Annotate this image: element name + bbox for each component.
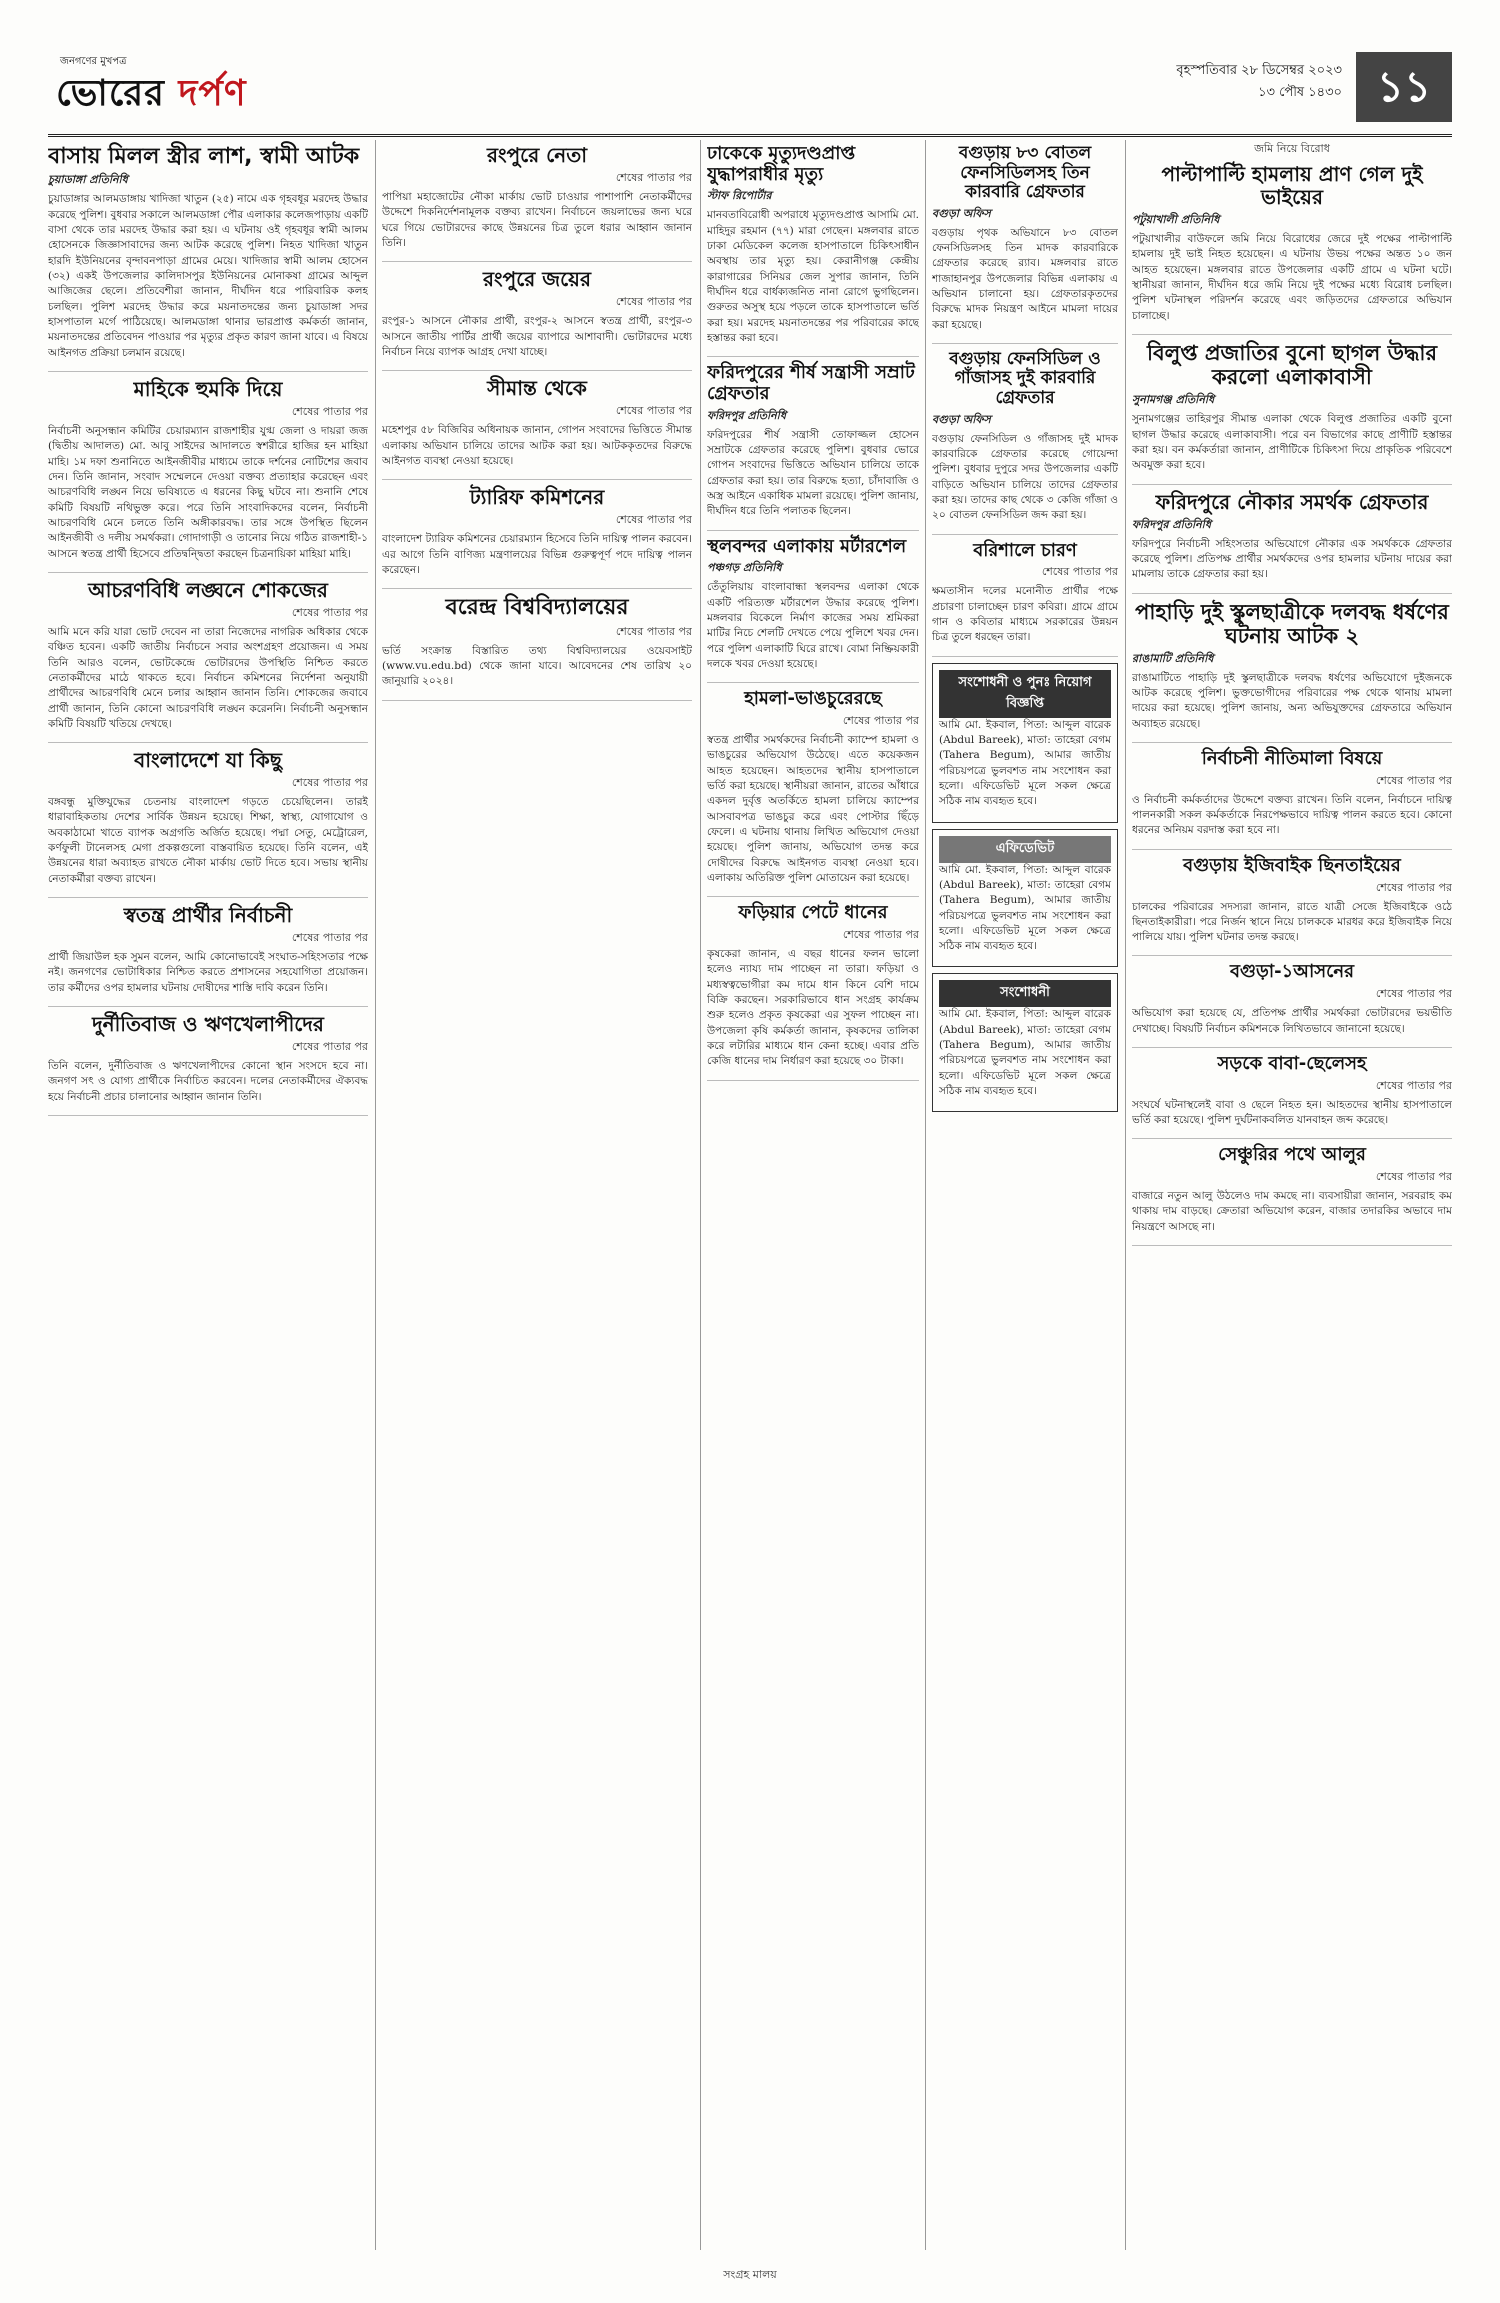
tagline: জনগণের মুখপত্র bbox=[60, 56, 127, 67]
headline: বরেন্দ্র বিশ্ববিদ্যালয়ের bbox=[445, 595, 629, 621]
headline: বগুড়া-১আসনের bbox=[1230, 961, 1354, 983]
story-body: ও নির্বাচনী কর্মকর্তাদের উদ্দেশে বক্তব্য রাখেন। তিনি বলেন, নির্বাচনে দায়িত্ব পালনকারী সকল কর্মকর্তাকে নিরপেক্ষভাবে দায়িত্ব পালন করতে হবে। কোনো ধরনের অনিয়ম বরদাস্ত করা হবে না। bbox=[1132, 793, 1452, 837]
ad-title: সংশোধনী ও পুনঃ নিয়োগ বিজ্ঞপ্তি bbox=[939, 670, 1111, 718]
story-body: আমি মনে করি যারা ভোট দেবেন না তারা নিজেদের নাগরিক অধিকার থেকে বঞ্চিত হবেন। একটি জাতীয় নির্বাচনে সবার অংশগ্রহণ প্রয়োজন। এ সময় তিনি আরও বলেন, ভোটকেন্দ্রে ভোটারদের উপস্থিতি নিশ্চিত করতে নেতাকর্মীদের মাঠে থাকতে হবে। নির্বাচন কমিশনের নির্দেশনা অনুযায়ী প্রার্থীদের আচরণবিধি মেনে চলার আহ্বান জানান তিনি। শোকজের জবাবে প্রার্থী জানান, তিনি কোনো আচরণবিধি লঙ্ঘন করেননি। নির্বাচনী অনুসন্ধান কমিটি বিষয়টি খতিয়ে দেখছে। bbox=[48, 625, 368, 730]
headline: ফরিদপুরে নৌকার সমর্থক গ্রেফতার bbox=[1155, 489, 1429, 514]
story-body: সংঘর্ষে ঘটনাস্থলেই বাবা ও ছেলে নিহত হন। আহতদের স্থানীয় হাসপাতালে ভর্তি করা হয়েছে। পুলিশ দুর্ঘটনাকবলিত যানবাহন জব্দ করেছে। bbox=[1132, 1098, 1452, 1126]
story bbox=[1132, 1145, 1452, 1246]
headline: বরিশালে চারণ bbox=[973, 539, 1077, 561]
headline: সীমান্ত থেকে bbox=[487, 376, 587, 401]
headline: ঢাকেকে মৃত্যুদণ্ডপ্রাপ্ত যুদ্ধাপরাধীর মৃত্যু bbox=[707, 143, 856, 185]
column-1 bbox=[48, 140, 368, 2250]
logo-part1: ভোরের bbox=[56, 73, 165, 114]
kicker: শেষের পাতার পর bbox=[842, 714, 919, 728]
headline: মাহিকে হুমকি দিয়ে bbox=[133, 376, 283, 401]
headline: বাংলাদেশে যা কিছু bbox=[134, 748, 282, 773]
story bbox=[382, 595, 692, 700]
story bbox=[382, 377, 692, 480]
byline: ফরিদপুর প্রতিনিধি bbox=[1132, 517, 1211, 531]
byline: বগুড়া অফিস bbox=[932, 206, 991, 220]
story-body: তিনি বলেন, দুর্নীতিবাজ ও ঋণখেলাপীদের কোনো স্থান সংসদে হবে না। জনগণ সৎ ও যোগ্য প্রার্থীকে নির্বাচিত করবেন। দলের নেতাকর্মীদের ঐক্যবদ্ধ হয়ে নির্বাচনী প্রচার চালানোর আহ্বান জানান তিনি। bbox=[48, 1060, 368, 1103]
kicker: শেষের পাতার পর bbox=[615, 513, 692, 527]
story-body: ক্ষমতাসীন দলের মনোনীত প্রার্থীর পক্ষে প্রচারণা চালাচ্ছেন চারণ কবিরা। গ্রামে গ্রামে গান ও কবিতার মাধ্যমে সরকারের উন্নয়ন চিত্র তুলে ধরছেন তারা। bbox=[932, 585, 1118, 644]
kicker: শেষের পাতার পর bbox=[1041, 565, 1118, 579]
kicker: শেষের পাতার পর bbox=[615, 295, 692, 309]
headline: পাল্টাপাল্টি হামলায় প্রাণ গেল দুই ভাইয়ের bbox=[1161, 162, 1423, 209]
story bbox=[48, 1013, 368, 1116]
story bbox=[1132, 341, 1452, 485]
story-body: ফরিদপুরের শীর্ষ সন্ত্রাসী তোফাজ্জল হোসেন সম্রাটকে গ্রেফতার করেছে পুলিশ। বুধবার ভোরে গোপন সংবাদের ভিত্তিতে অভিযান চালিয়ে তাকে গ্রেফতার করা হয়। তার বিরুদ্ধে হত্যা, চাঁদাবাজি ও অস্ত্র আইনে একাধিক মামলা রয়েছে। পুলিশ জানায়, দীর্ঘদিন ধরে তিনি পলাতক ছিলেন। bbox=[707, 428, 919, 518]
footer-credit: সংগ্রহ মালয় bbox=[723, 2268, 777, 2281]
byline: বগুড়া অফিস bbox=[932, 412, 991, 426]
story-body: প্রার্থী জিয়াউল হক সুমন বলেন, আমি কোনোভাবেই সংঘাত-সহিংসতার পক্ষে নই। জনগণের ভোটাধিকার নিশ্চিত করতে প্রশাসনের সহযোগিতা প্রয়োজন। তার কর্মীদের ওপর হামলার ঘটনায় দোষীদের শাস্তি দাবি করেন তিনি। bbox=[48, 951, 368, 994]
masthead bbox=[48, 52, 1452, 137]
ad-text: আমি মো. ইকবাল, পিতা: আব্দুল বারেক (Abdul Bareek), মাতা: তাহেরা বেগম (Tahera Begum), আমার জাতীয় পরিচয়পত্রে ভুলবশত নাম সংশোধন করা হলো। এফিডেভিট মূলে সকল ক্ষেত্রে সঠিক নাম ব্যবহৃত হবে। bbox=[939, 718, 1111, 808]
story-body: রংপুর-১ আসনে নৌকার প্রার্থী, রংপুর-২ আসনে স্বতন্ত্র প্রার্থী, রংপুর-৩ আসনে জাতীয় পার্টির প্রার্থী জয়ের ব্যাপারে আশাবাদী। ভোটারদের মধ্যে নির্বাচন নিয়ে ব্যাপক আগ্রহ দেখা যাচ্ছে। bbox=[382, 315, 692, 358]
headline: ফরিদপুরের শীর্ষ সন্ত্রাসী সম্রাট গ্রেফতার bbox=[707, 362, 915, 405]
byline: ফরিদপুর প্রতিনিধি bbox=[707, 408, 786, 422]
ad-text: আমি মো. ইকবাল, পিতা: আব্দুল বারেক (Abdul Bareek), মাতা: তাহেরা বেগম (Tahera Begum), আমার জাতীয় পরিচয়পত্রে ভুলবশত নাম সংশোধন করা হলো। এফিডেভিট মূলে সকল ক্ষেত্রে সঠিক নাম ব্যবহৃত হবে। bbox=[939, 863, 1111, 953]
story-body: কৃষকেরা জানান, এ বছর ধানের ফলন ভালো হলেও ন্যায্য দাম পাচ্ছেন না তারা। ফড়িয়া ও মধ্যস্বত্বভোগীরা কম দামে ধান কিনে বেশি দামে বিক্রি করছেন। সরকারিভাবে ধান সংগ্রহ কার্যক্রম শুরু হলেও প্রকৃত কৃষকেরা এর সুফল পাচ্ছেন না। উপজেলা কৃষি কর্মকর্তা জানান, কৃষকদের তালিকা করে লটারির মাধ্যমে ধান কেনা হচ্ছে। এবার প্রতি কেজি ধানের দাম নির্ধারণ করা হয়েছে ৩০ টাকা। bbox=[707, 947, 919, 1068]
story bbox=[1132, 856, 1452, 957]
story bbox=[1132, 962, 1452, 1047]
kicker: জমি নিয়ে বিরোধ bbox=[1254, 142, 1330, 155]
column-3 bbox=[707, 140, 919, 2250]
story bbox=[1132, 600, 1452, 744]
story-body: অভিযোগ করা হয়েছে যে, প্রতিপক্ষ প্রার্থীর সমর্থকরা ভোটারদের ভয়ভীতি দেখাচ্ছে। বিষয়টি নির্বাচন কমিশনকে লিখিতভাবে জানানো হয়েছে। bbox=[1132, 1007, 1452, 1035]
headline: হামলা-ভাঙচুরেরছে bbox=[744, 688, 882, 710]
story-body: সুনামগঞ্জের তাহিরপুর সীমান্ত এলাকা থেকে বিলুপ্ত প্রজাতির একটি বুনো ছাগল উদ্ধার করেছে এলাকাবাসী। পরে বন বিভাগের কাছে প্রাণীটি হস্তান্তর করা হয়। বন কর্মকর্তারা জানান, প্রাণীটিকে চিকিৎসা দিয়ে প্রাকৃতিক পরিবেশে অবমুক্ত করা হবে। bbox=[1132, 413, 1452, 472]
story bbox=[48, 144, 368, 372]
kicker: শেষের পাতার পর bbox=[615, 171, 692, 184]
story-body: বাংলাদেশ ট্যারিফ কমিশনের চেয়ারম্যান হিসেবে তিনি দায়িত্ব পালন করবেন। এর আগে তিনি বাণিজ্য মন্ত্রণালয়ের বিভিন্ন গুরুত্বপূর্ণ পদে দায়িত্ব পালন করেছেন। bbox=[382, 533, 692, 576]
story-body: মানবতাবিরোধী অপরাধে মৃত্যুদণ্ডপ্রাপ্ত আসামি মো. মাহিদুর রহমান (৭৭) মারা গেছেন। মঙ্গলবার রাতে ঢাকা মেডিকেল কলেজ হাসপাতালে চিকিৎসাধীন অবস্থায় তার মৃত্যু হয়। কেরানীগঞ্জ কেন্দ্রীয় কারাগারের সিনিয়র জেল সুপার জানান, তিনি দীর্ঘদিন ধরে বার্ধক্যজনিত নানা রোগে ভুগছিলেন। গুরুতর অসুস্থ হয়ে পড়লে তাকে হাসপাতালে ভর্তি করা হয়। মরদেহ ময়নাতদন্তের পর পরিবারের কাছে হস্তান্তর করা হবে। bbox=[707, 209, 919, 344]
headline: বগুড়ায় ৮৩ বোতল ফেনসিডিলসহ তিন কারবারি গ্রেফতার bbox=[958, 143, 1092, 203]
story-body: ফরিদপুরে নির্বাচনী সহিংসতার অভিযোগে নৌকার এক সমর্থককে গ্রেফতার করেছে পুলিশ। প্রতিপক্ষ প্রার্থীর সমর্থকদের ওপর হামলার ঘটনায় দায়ের করা মামলায় তাকে গ্রেফতার করা হয়। bbox=[1132, 537, 1452, 581]
kicker: শেষের পাতার পর bbox=[1375, 1078, 1452, 1092]
story bbox=[382, 268, 692, 371]
byline: সুনামগঞ্জ প্রতিনিধি bbox=[1132, 393, 1215, 407]
headline: আচরণবিধি লঙ্ঘনে শোকজের bbox=[88, 577, 328, 602]
column-rule bbox=[375, 140, 376, 2250]
headline: রংপুরে নেতা bbox=[486, 143, 588, 167]
affidavit-box bbox=[932, 829, 1118, 968]
story bbox=[382, 486, 692, 589]
date-box bbox=[1176, 60, 1342, 104]
headline: বাসায় মিলল স্ত্রীর লাশ, স্বামী আটক bbox=[48, 144, 360, 169]
story-body: পাপিয়া মহাজোটের নৌকা মার্কায় ভোট চাওয়ার পাশাপাশি নেতাকর্মীদের উদ্দেশে দিকনির্দেশনামূলক বক্তব্য রাখেন। নির্বাচনে জয়লাভের জন্য ঘরে ঘরে গিয়ে ভোটারদের কাছে উন্নয়নের চিত্র তুলে ধরার আহ্বান জানান তিনি। bbox=[382, 191, 692, 249]
story-body: স্বতন্ত্র প্রার্থীর সমর্থকদের নির্বাচনী ক্যাম্পে হামলা ও ভাঙচুরের অভিযোগ উঠেছে। এতে কয়েকজন আহত হয়েছেন। আহতদের স্থানীয় হাসপাতালে ভর্তি করা হয়েছে। স্থানীয়রা জানান, রাতের আঁধারে একদল দুর্বৃত্ত অতর্কিতে হামলা চালিয়ে ক্যাম্পের আসবাবপত্র ভাঙচুর করে এবং পোস্টার ছিঁড়ে ফেলে। এ ঘটনায় থানায় লিখিত অভিযোগ দেওয়া হয়েছে। পুলিশ জানায়, অভিযোগ তদন্ত করে দোষীদের বিরুদ্ধে আইনগত ব্যবস্থা নেওয়া হবে। এলাকায় অতিরিক্ত পুলিশ মোতায়েন করা হয়েছে। bbox=[707, 734, 919, 884]
column-rule bbox=[1125, 140, 1126, 2250]
kicker: শেষের পাতার পর bbox=[291, 776, 368, 790]
story-body: ভর্তি সংক্রান্ত বিস্তারিত তথ্য বিশ্ববিদ্যালয়ের ওয়েবসাইট (www.vu.edu.bd) থেকে জানা যাবে। আবেদনের শেষ তারিখ ২০ জানুয়ারি ২০২৪। bbox=[382, 644, 692, 688]
headline: দুর্নীতিবাজ ও ঋণখেলাপীদের bbox=[92, 1012, 324, 1037]
story bbox=[1132, 491, 1452, 594]
story bbox=[707, 903, 919, 1080]
story-body: বঙ্গবন্ধু মুক্তিযুদ্ধের চেতনায় বাংলাদেশ গড়তে চেয়েছিলেন। তারই ধারাবাহিকতায় দেশের সার্বিক উন্নয়ন হয়েছে। শিক্ষা, স্বাস্থ্য, যোগাযোগ ও অবকাঠামো খাতে ব্যাপক অগ্রগতি অর্জিত হয়েছে। পদ্মা সেতু, মেট্রোরেল, কর্ণফুলী টানেলসহ মেগা প্রকল্পগুলো বাস্তবায়িত হয়েছে। তিনি বলেন, এই উন্নয়নের ধারা অব্যাহত রাখতে নৌকা মার্কায় ভোট দিতে হবে। সভায় স্থানীয় নেতাকর্মীরা বক্তব্য রাখেন। bbox=[48, 796, 368, 885]
logo-part2: দর্পণ bbox=[178, 73, 247, 114]
headline: সড়কে বাবা-ছেলেসহ bbox=[1217, 1052, 1367, 1074]
byline: পঞ্চগড় প্রতিনিধি bbox=[707, 561, 782, 575]
correction-box bbox=[932, 973, 1118, 1112]
headline: নির্বাচনী নীতিমালা বিষয়ে bbox=[1201, 748, 1383, 770]
kicker: শেষের পাতার পর bbox=[291, 931, 368, 945]
story bbox=[48, 904, 368, 1007]
byline: রাঙামাটি প্রতিনিধি bbox=[1132, 651, 1214, 665]
kicker: শেষের পাতার পর bbox=[1375, 773, 1452, 787]
story bbox=[932, 350, 1118, 535]
story bbox=[1132, 140, 1452, 335]
story-body: বগুড়ায় ফেনসিডিল ও গাঁজাসহ দুই মাদক কারবারিকে গ্রেফতার করেছে গোয়েন্দা পুলিশ। বুধবার দুপুরে সদর উপজেলার একটি বাড়িতে অভিযান চালিয়ে তাদের গ্রেফতার করা হয়। তাদের কাছ থেকে ৩ কেজি গাঁজা ও ২০ বোতল ফেনসিডিল জব্দ করা হয়। bbox=[932, 432, 1118, 522]
story bbox=[1132, 749, 1452, 850]
kicker: শেষের পাতার পর bbox=[291, 605, 368, 619]
column-rule bbox=[700, 140, 701, 2250]
story bbox=[382, 144, 692, 262]
headline: সেঞ্চুরির পথে আলুর bbox=[1218, 1144, 1366, 1166]
story-body: বগুড়ায় পৃথক অভিযানে ৮৩ বোতল ফেনসিডিলসহ তিন মাদক কারবারিকে গ্রেফতার করেছে র‍্যাব। মঙ্গলবার রাতে শাজাহানপুর উপজেলার বিভিন্ন এলাকায় এ অভিযান চালানো হয়। গ্রেফতারকৃতদের বিরুদ্ধে মাদক নিয়ন্ত্রণ আইনে মামলা দায়ের করা হয়েছে। bbox=[932, 226, 1118, 331]
headline: বগুড়ায় ইজিবাইক ছিনতাইয়ের bbox=[1183, 854, 1401, 876]
byline: স্টাফ রিপোর্টার bbox=[707, 189, 772, 203]
date-line-1: বৃহস্পতিবার ২৮ ডিসেম্বর ২০২৩ bbox=[1176, 63, 1342, 78]
story-body: তেঁতুলিয়ায় বাংলাবান্ধা স্থলবন্দর এলাকা থেকে একটি পরিত্যক্ত মর্টারশেল উদ্ধার করেছে পুলিশ। মঙ্গলবার বিকেলে নির্মাণ কাজের সময় শ্রমিকরা মাটির নিচে শেলটি দেখতে পেয়ে পুলিশে খবর দেন। পরে পুলিশ এলাকাটি ঘিরে রাখে। বোমা নিষ্ক্রিয়কারী দলকে খবর দেওয়া হয়েছে। bbox=[707, 581, 919, 670]
column-4 bbox=[932, 140, 1118, 2250]
kicker: শেষের পাতার পর bbox=[615, 624, 692, 638]
headline: স্থলবন্দর এলাকায় মর্টারশেল bbox=[707, 535, 907, 557]
story-body: চালকের পরিবারের সদস্যরা জানান, রাতে যাত্রী সেজে ইজিবাইকে ওঠে ছিনতাইকারীরা। পরে নির্জন স্থানে নিয়ে চালককে মারধর করে ইজিবাইক নিয়ে পালিয়ে যায়। পুলিশ ঘটনার তদন্ত করছে। bbox=[1132, 900, 1452, 944]
story-body: রাঙামাটিতে পাহাড়ি দুই স্কুলছাত্রীকে দলবদ্ধ ধর্ষণের অভিযোগে দুইজনকে আটক করেছে পুলিশ। ভুক্তভোগীদের পরিবারের পক্ষ থেকে থানায় মামলা দায়ের করা হয়েছে। পুলিশ জানায়, অন্য অভিযুক্তদের গ্রেফতারে অভিযান অব্যাহত রয়েছে। bbox=[1132, 671, 1452, 730]
story-body: পটুয়াখালীর বাউফলে জমি নিয়ে বিরোধের জেরে দুই পক্ষের পাল্টাপাল্টি হামলায় দুই ভাই নিহত হয়েছেন। এ ঘটনায় উভয় পক্ষের অন্তত ১০ জন আহত হয়েছেন। মঙ্গলবার রাতে উপজেলার একটি গ্রামে এ ঘটনা ঘটে। স্থানীয়রা জানান, দীর্ঘদিন ধরে জমি নিয়ে দুই পক্ষের মধ্যে বিরোধ চলছিল। পুলিশ ঘটনাস্থল পরিদর্শন করেছে এবং জড়িতদের গ্রেফতারে অভিযান চালাচ্ছে। bbox=[1132, 233, 1452, 322]
headline: রংপুরে জয়ের bbox=[483, 267, 591, 292]
ad-title: সংশোধনী bbox=[939, 980, 1111, 1007]
kicker: শেষের পাতার পর bbox=[615, 404, 692, 418]
headline: ফড়িয়ার পেটে ধানের bbox=[738, 902, 888, 924]
column-5 bbox=[1132, 140, 1452, 2250]
story-body: বাজারে নতুন আলু উঠলেও দাম কমছে না। ব্যবসায়ীরা জানান, সরবরাহ কম থাকায় দাম বাড়ছে। ক্রেতারা অভিযোগ করেন, বাজার তদারকির অভাবে দাম নিয়ন্ত্রণে আসছে না। bbox=[1132, 1189, 1452, 1233]
story bbox=[48, 378, 368, 573]
story-body: নির্বাচনী অনুসন্ধান কমিটির চেয়ারম্যান রাজশাহীর যুগ্ম জেলা ও দায়রা জজ (দ্বিতীয় আদালত) মো. আবু সাইদের আদালতে স্বশরীরে হাজির হন মাহিয়া মাহি। ১ম দফা শুনানিতে আইনজীবীর মাধ্যমে তাকে দর্শনের নোটিশের জবাব দেন। তিনি জানান, সংবাদ সম্মেলনে দেওয়া বক্তব্য প্রত্যাহার করেছেন এবং আচরণবিধি লঙ্ঘন নিয়ে ভবিষ্যতে এ ধরনের কিছু ঘটবে না। শুনানি শেষে কমিটি বিষয়টি নথিভুক্ত করে। পরে তিনি সাংবাদিকদের বলেন, নির্বাচনী আচরণবিধি মেনে চলতে তিনি অঙ্গীকারবদ্ধ। তার সঙ্গে উপস্থিত ছিলেন আইনজীবী ও দলীয় সমর্থকরা। গোদাগাড়ী ও তানোর নিয়ে গঠিত রাজশাহী-১ আসনে স্বতন্ত্র প্রার্থী হিসেবে প্রতিদ্বন্দ্বিতা করছেন চিত্রনায়িকা মাহিয়া মাহি। bbox=[48, 424, 368, 560]
column-2 bbox=[382, 140, 692, 2250]
ad-title: এফিডেভিট bbox=[939, 836, 1111, 863]
story bbox=[707, 537, 919, 684]
story bbox=[707, 363, 919, 530]
classified-ad-box bbox=[932, 663, 1118, 823]
story bbox=[707, 144, 919, 357]
kicker: শেষের পাতার পর bbox=[1375, 880, 1452, 894]
ad-text: আমি মো. ইকবাল, পিতা: আব্দুল বারেক (Abdul Bareek), মাতা: তাহেরা বেগম (Tahera Begum), আমার জাতীয় পরিচয়পত্রে ভুলবশত নাম সংশোধন করা হলো। এফিডেভিট মূলে সকল ক্ষেত্রে সঠিক নাম ব্যবহৃত হবে। bbox=[939, 1008, 1111, 1098]
headline: বগুড়ায় ফেনসিডিল ও গাঁজাসহ দুই কারবারি গ্রেফতার bbox=[949, 348, 1101, 409]
byline: চুয়াডাঙ্গা প্রতিনিধি bbox=[48, 173, 128, 187]
story-body: চুয়াডাঙ্গার আলমডাঙ্গায় খাদিজা খাতুন (২৫) নামে এক গৃহবধূর মরদেহ উদ্ধার করেছে পুলিশ। বুধবার সকালে আলমডাঙ্গা পৌর এলাকার কলেজপাড়ায় একটি বাসা থেকে তার মরদেহ উদ্ধার করা হয়। এ ঘটনায় ওই গৃহবধূর স্বামী আলম হোসেনকে জিজ্ঞাসাবাদের জন্য আটক করেছে পুলিশ। নিহত খাদিজা খাতুন হারদি ইউনিয়নের বৃন্দাবনপাড়া গ্রামের মেয়ে। খাদিজার স্বামী আলম হোসেন (৩২) একই উপজেলার কালিদাসপুর ইউনিয়নের মোনাকষা গ্রামের আব্দুল আজিজের ছেলে। প্রতিবেশীরা জানান, দীর্ঘদিন ধরে পারিবারিক কলহ চলছিল। পুলিশ মরদেহ উদ্ধার করে ময়নাতদন্তের জন্য চুয়াডাঙ্গা সদর হাসপাতাল মর্গে পাঠিয়েছে। আলমডাঙ্গা থানার ভারপ্রাপ্ত কর্মকর্তা জানান, ময়নাতদন্তের প্রতিবেদন পাওয়ার পর মৃত্যুর প্রকৃত কারণ জানা যাবে। এ বিষয়ে আইনগত প্রক্রিয়া চলমান রয়েছে। bbox=[48, 193, 368, 359]
story bbox=[1132, 1054, 1452, 1139]
story bbox=[48, 579, 368, 743]
kicker: শেষের পাতার পর bbox=[291, 404, 368, 418]
story bbox=[932, 144, 1118, 344]
kicker: শেষের পাতার পর bbox=[842, 927, 919, 941]
column-rule bbox=[925, 140, 926, 2250]
headline: বিলুপ্ত প্রজাতির বুনো ছাগল উদ্ধার করলো এলাকাবাসী bbox=[1146, 340, 1438, 390]
story bbox=[707, 689, 919, 897]
date-line-2: ১৩ পৌষ ১৪৩০ bbox=[1258, 85, 1342, 100]
headline: পাহাড়ি দুই স্কুলছাত্রীকে দলবদ্ধ ধর্ষণের ঘটনায় আটক ২ bbox=[1135, 599, 1449, 648]
byline: পটুয়াখালী প্রতিনিধি bbox=[1132, 213, 1220, 226]
kicker: শেষের পাতার পর bbox=[1375, 1169, 1452, 1183]
headline: ট্যারিফ কমিশনের bbox=[469, 485, 605, 510]
story bbox=[932, 541, 1118, 657]
story-body: মহেশপুর ৫৮ বিজিবির অধিনায়ক জানান, গোপন সংবাদের ভিত্তিতে সীমান্ত এলাকায় অভিযান চালিয়ে তাদের আটক করা হয়। আটককৃতদের বিরুদ্ধে আইনগত ব্যবস্থা নেওয়া হয়েছে। bbox=[382, 424, 692, 467]
kicker: শেষের পাতার পর bbox=[1375, 987, 1452, 1001]
newspaper-logo bbox=[56, 66, 247, 126]
headline: স্বতন্ত্র প্রার্থীর নির্বাচনী bbox=[123, 903, 293, 928]
story bbox=[48, 749, 368, 898]
page-number: ১১ bbox=[1356, 52, 1452, 122]
kicker: শেষের পাতার পর bbox=[291, 1040, 368, 1054]
